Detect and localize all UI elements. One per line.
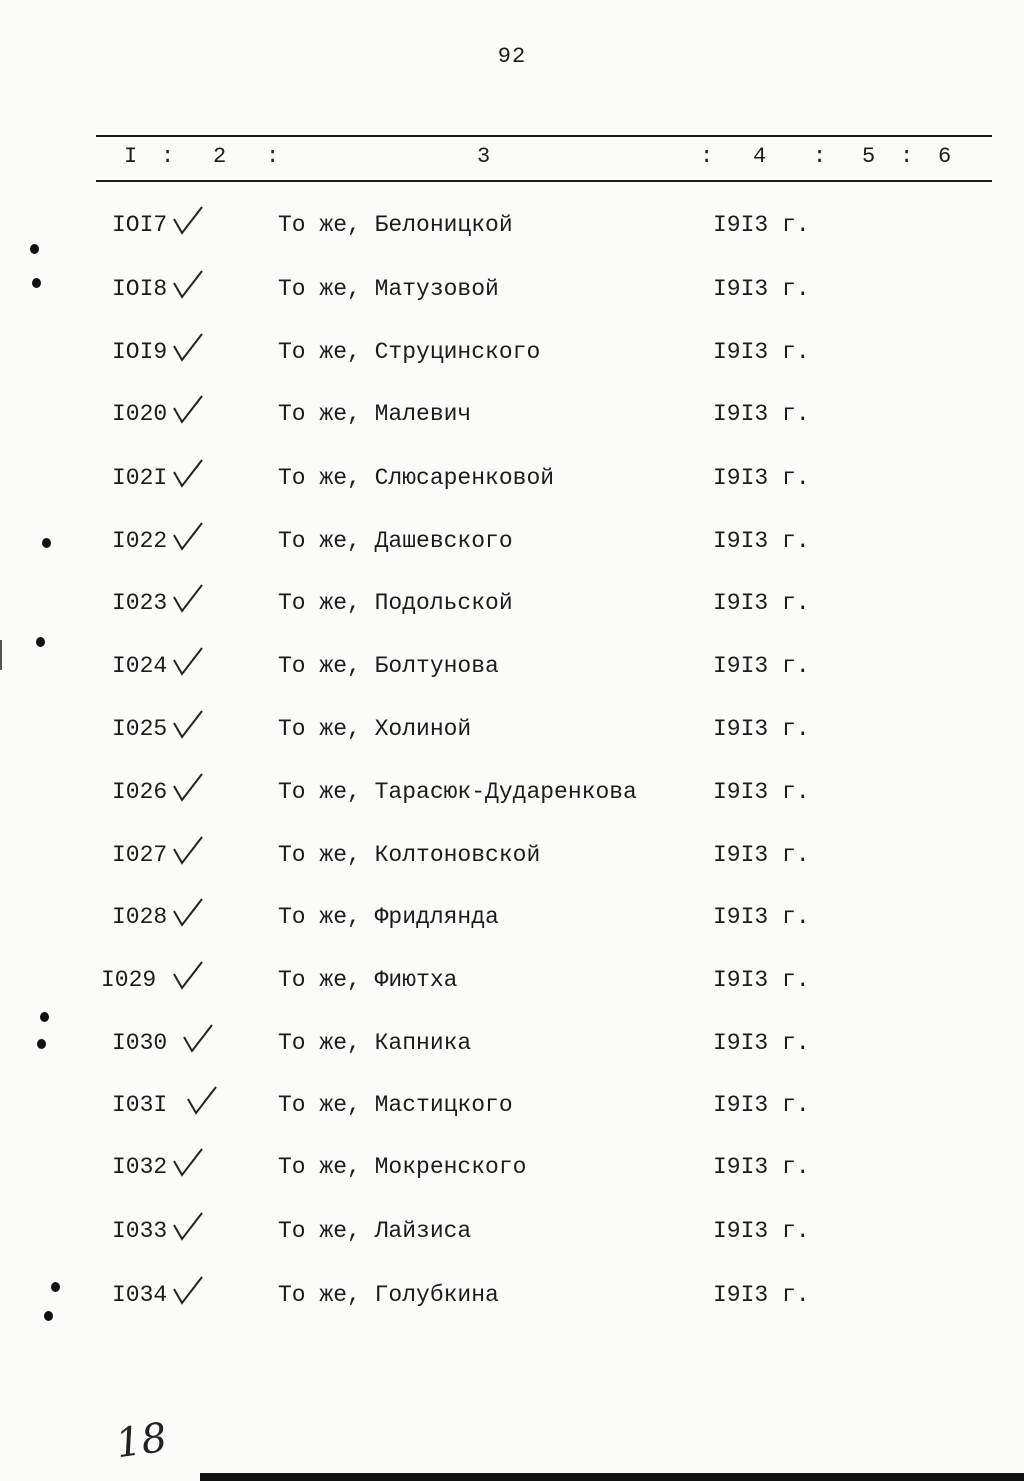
- checkmark-icon: [170, 267, 206, 303]
- table-row: [0, 205, 1024, 245]
- checkmark-icon: [170, 958, 206, 994]
- row-number: I025: [112, 716, 168, 742]
- margin-mark: [0, 640, 2, 670]
- checkmark-icon: [180, 1021, 216, 1057]
- row-description: То же, Капника: [278, 1030, 472, 1056]
- header-separator: :: [266, 144, 280, 169]
- row-description: То же, Лайзиса: [278, 1218, 472, 1244]
- table-row: [0, 521, 1024, 561]
- row-description: То же, Голубкина: [278, 1282, 499, 1308]
- checkmark-icon: [184, 1083, 220, 1119]
- page-bottom-edge: [200, 1473, 1024, 1481]
- table-row: [0, 1211, 1024, 1251]
- punch-hole-mark: [42, 538, 51, 548]
- row-description: То же, Слюсаренковой: [278, 465, 555, 491]
- table-row: [0, 835, 1024, 875]
- punch-hole-mark: [30, 244, 39, 254]
- checkmark-icon: [170, 330, 206, 366]
- row-description: То же, Матузовой: [278, 276, 499, 302]
- punch-hole-mark: [36, 637, 45, 647]
- row-year: I9I3 г.: [713, 1092, 810, 1118]
- header-col-2: 2: [213, 144, 227, 169]
- row-year: I9I3 г.: [713, 528, 810, 554]
- checkmark-icon: [170, 833, 206, 869]
- checkmark-icon: [170, 707, 206, 743]
- table-row: [0, 897, 1024, 937]
- punch-hole-mark: [44, 1311, 53, 1321]
- row-year: I9I3 г.: [713, 779, 810, 805]
- checkmark-icon: [170, 581, 206, 617]
- row-number: IOI9: [112, 339, 168, 365]
- row-year: I9I3 г.: [713, 842, 810, 868]
- row-year: I9I3 г.: [713, 339, 810, 365]
- header-separator: :: [813, 144, 827, 169]
- header-col-1: I: [124, 144, 138, 169]
- table-row: [0, 772, 1024, 812]
- row-year: I9I3 г.: [713, 212, 810, 238]
- row-description: То же, Малевич: [278, 401, 472, 427]
- checkmark-icon: [170, 644, 206, 680]
- checkmark-icon: [170, 203, 206, 239]
- row-year: I9I3 г.: [713, 590, 810, 616]
- row-number: I027: [112, 842, 168, 868]
- row-number: IOI7: [112, 212, 168, 238]
- table-row: [0, 269, 1024, 309]
- row-number: I03I: [112, 1092, 168, 1118]
- row-description: То же, Болтунова: [278, 653, 499, 679]
- table-row: [0, 960, 1024, 1000]
- punch-hole-mark: [32, 278, 41, 288]
- row-number: I033: [112, 1218, 168, 1244]
- row-description: То же, Белоницкой: [278, 212, 513, 238]
- punch-hole-mark: [40, 1012, 49, 1022]
- header-separator: :: [700, 144, 714, 169]
- checkmark-icon: [170, 1145, 206, 1181]
- row-number: I024: [112, 653, 168, 679]
- row-year: I9I3 г.: [713, 653, 810, 679]
- row-number: I029: [101, 967, 157, 993]
- row-number: I032: [112, 1154, 168, 1180]
- table-row: [0, 1275, 1024, 1315]
- table-row: [0, 1023, 1024, 1063]
- table-row: [0, 583, 1024, 623]
- table-header-rule: [96, 180, 992, 182]
- row-description: То же, Дашевского: [278, 528, 513, 554]
- row-number: I028: [112, 904, 168, 930]
- table-row: [0, 1147, 1024, 1187]
- checkmark-icon: [170, 1209, 206, 1245]
- row-year: I9I3 г.: [713, 1030, 810, 1056]
- handwritten-note: 18: [113, 1414, 170, 1468]
- page-number: 92: [497, 44, 527, 69]
- row-description: То же, Подольской: [278, 590, 513, 616]
- checkmark-icon: [170, 456, 206, 492]
- row-description: То же, Холиной: [278, 716, 472, 742]
- row-year: I9I3 г.: [713, 276, 810, 302]
- row-number: I023: [112, 590, 168, 616]
- row-description: То же, Колтоновской: [278, 842, 541, 868]
- row-number: IOI8: [112, 276, 168, 302]
- header-col-4: 4: [753, 144, 767, 169]
- table-row: [0, 332, 1024, 372]
- row-year: I9I3 г.: [713, 1218, 810, 1244]
- row-year: I9I3 г.: [713, 1154, 810, 1180]
- row-year: I9I3 г.: [713, 904, 810, 930]
- row-description: То же, Фридлянда: [278, 904, 499, 930]
- header-separator: :: [900, 144, 914, 169]
- row-description: То же, Мастицкого: [278, 1092, 513, 1118]
- row-number: I020: [112, 401, 168, 427]
- table-row: [0, 709, 1024, 749]
- row-year: I9I3 г.: [713, 967, 810, 993]
- row-number: I034: [112, 1282, 168, 1308]
- header-separator: :: [161, 144, 175, 169]
- checkmark-icon: [170, 770, 206, 806]
- row-year: I9I3 г.: [713, 716, 810, 742]
- checkmark-icon: [170, 519, 206, 555]
- table-row: [0, 394, 1024, 434]
- punch-hole-mark: [51, 1282, 60, 1292]
- header-col-3: 3: [477, 144, 491, 169]
- row-number: I022: [112, 528, 168, 554]
- table-top-rule: [96, 135, 992, 137]
- table-row: [0, 1085, 1024, 1125]
- row-number: I02I: [112, 465, 168, 491]
- row-description: То же, Мокренского: [278, 1154, 527, 1180]
- row-year: I9I3 г.: [713, 1282, 810, 1308]
- checkmark-icon: [170, 1273, 206, 1309]
- row-year: I9I3 г.: [713, 401, 810, 427]
- punch-hole-mark: [37, 1039, 46, 1049]
- table-row: [0, 646, 1024, 686]
- table-row: [0, 458, 1024, 498]
- row-number: I030: [112, 1030, 168, 1056]
- checkmark-icon: [170, 392, 206, 428]
- checkmark-icon: [170, 895, 206, 931]
- row-description: То же, Фиютха: [278, 967, 458, 993]
- row-year: I9I3 г.: [713, 465, 810, 491]
- row-number: I026: [112, 779, 168, 805]
- row-description: То же, Струцинского: [278, 339, 541, 365]
- header-col-6: 6: [938, 144, 952, 169]
- header-col-5: 5: [862, 144, 876, 169]
- row-description: То же, Тарасюк-Дударенкова: [278, 779, 637, 805]
